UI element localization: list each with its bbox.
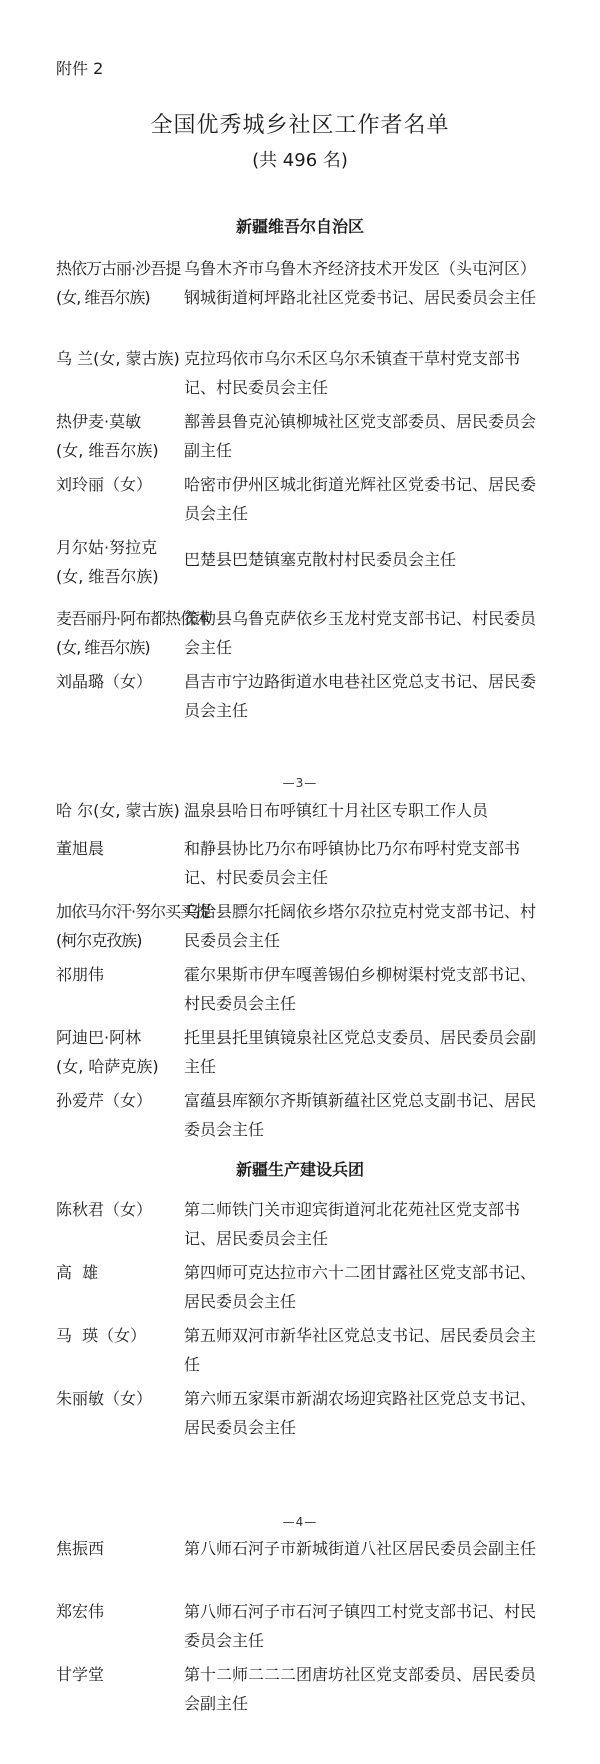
person-name: 刘玲丽（女） [56, 475, 153, 494]
person-name: 董旭晨 [56, 839, 105, 858]
person-role: 第五师双河市新华社区党总支书记、居民委员会主任 [184, 1326, 537, 1374]
person-role: 温泉县哈日布呼镇红十月社区专职工作人员 [184, 801, 489, 820]
document-title: 全国优秀城乡社区工作者名单 [150, 113, 450, 138]
person-name: 高 雄 [56, 1263, 99, 1282]
person-role: 哈密市伊州区城北街道光辉社区党委书记、居民委员会主任 [184, 475, 537, 523]
person-role: 克拉玛依市乌尔禾区乌尔禾镇查干草村党支部书记、村民委员会主任 [184, 349, 521, 397]
person-role: 策勒县乌鲁克萨依乡玉龙村党支部书记、村民委员会主任 [184, 609, 537, 657]
document-count: (共 496 名) [252, 150, 348, 171]
person-role: 昌吉市宁边路街道水电巷社区党总支书记、居民委员会主任 [184, 672, 537, 720]
person-role: 和静县协比乃尔布呼镇协比乃尔布呼村党支部书记、村民委员会主任 [184, 839, 521, 887]
section-title-bingtuan: 新疆生产建设兵团 [235, 1160, 364, 1179]
person-role: 第四师可克达拉市六十二团甘露社区党支部书记、居民委员会主任 [184, 1263, 537, 1311]
person-role: 第二师铁门关市迎宾街道河北花苑社区党支部书记、居民委员会主任 [184, 1200, 521, 1248]
person-name: 阿迪巴·阿林 (女, 哈萨克族) [56, 1028, 159, 1076]
person-role: 富蕴县库额尔齐斯镇新蕴社区党总支副书记、居民委员会主任 [184, 1091, 537, 1139]
attachment-label: 附件 2 [56, 59, 104, 78]
person-role: 乌鲁木齐市乌鲁木齐经济技术开发区（头屯河区）钢城街道柯坪路北社区党委书记、居民委员会主任 [184, 259, 537, 307]
person-name: 甘学堂 [56, 1665, 105, 1684]
person-name: 哈 尔(女, 蒙古族) [56, 801, 180, 820]
person-role: 第八师石河子市新城街道八社区居民委员会副主任 [184, 1539, 537, 1558]
page-number: —4— [282, 1515, 318, 1529]
person-role: 巴楚县巴楚镇塞克散村村民委员会主任 [184, 550, 457, 569]
person-name: 热伊麦·莫敏 (女, 维吾尔族) [56, 412, 159, 460]
person-name: 祁朋伟 [56, 965, 105, 984]
page-number: —3— [282, 776, 318, 790]
person-name: 孙爱芹（女） [56, 1091, 153, 1110]
person-role: 鄯善县鲁克沁镇柳城社区党支部委员、居民委员会副主任 [184, 412, 537, 460]
person-name: 月尔姑·努拉克 (女, 维吾尔族) [56, 538, 159, 586]
person-name: 陈秋君（女） [56, 1200, 153, 1219]
person-role: 第八师石河子市石河子镇四工村党支部书记、村民委员会主任 [184, 1602, 537, 1650]
person-name: 乌 兰(女, 蒙古族) [56, 349, 180, 368]
person-name: 郑宏伟 [56, 1602, 105, 1621]
person-role: 第十二师二二二团唐坊社区党支部委员、居民委员会副主任 [184, 1665, 537, 1713]
person-name: 刘晶璐（女） [56, 672, 153, 691]
person-role: 第六师五家渠市新湖农场迎宾路社区党总支书记、居民委员会主任 [184, 1389, 537, 1437]
person-name: 朱丽敏（女） [56, 1389, 153, 1408]
person-name: 焦振西 [56, 1539, 105, 1558]
person-name: 加依马尔汗·努尔买买提 (柯尔克孜族) [56, 902, 211, 950]
person-name: 马 瑛（女） [56, 1326, 147, 1345]
person-name: 麦吾丽丹·阿布都热依木 (女, 维吾尔族) [56, 609, 211, 657]
section-title-xinjiang: 新疆维吾尔自治区 [235, 217, 364, 236]
person-name: 热依万古丽·沙吾提 (女, 维吾尔族) [56, 259, 181, 307]
person-role: 托里县托里镇镜泉社区党总支委员、居民委员会副主任 [184, 1028, 537, 1076]
person-role: 乌恰县膘尔托阔依乡塔尔尕拉克村党支部书记、村民委员会主任 [184, 902, 537, 950]
person-role: 霍尔果斯市伊车嘎善锡伯乡柳树渠村党支部书记、村民委员会主任 [184, 965, 537, 1013]
